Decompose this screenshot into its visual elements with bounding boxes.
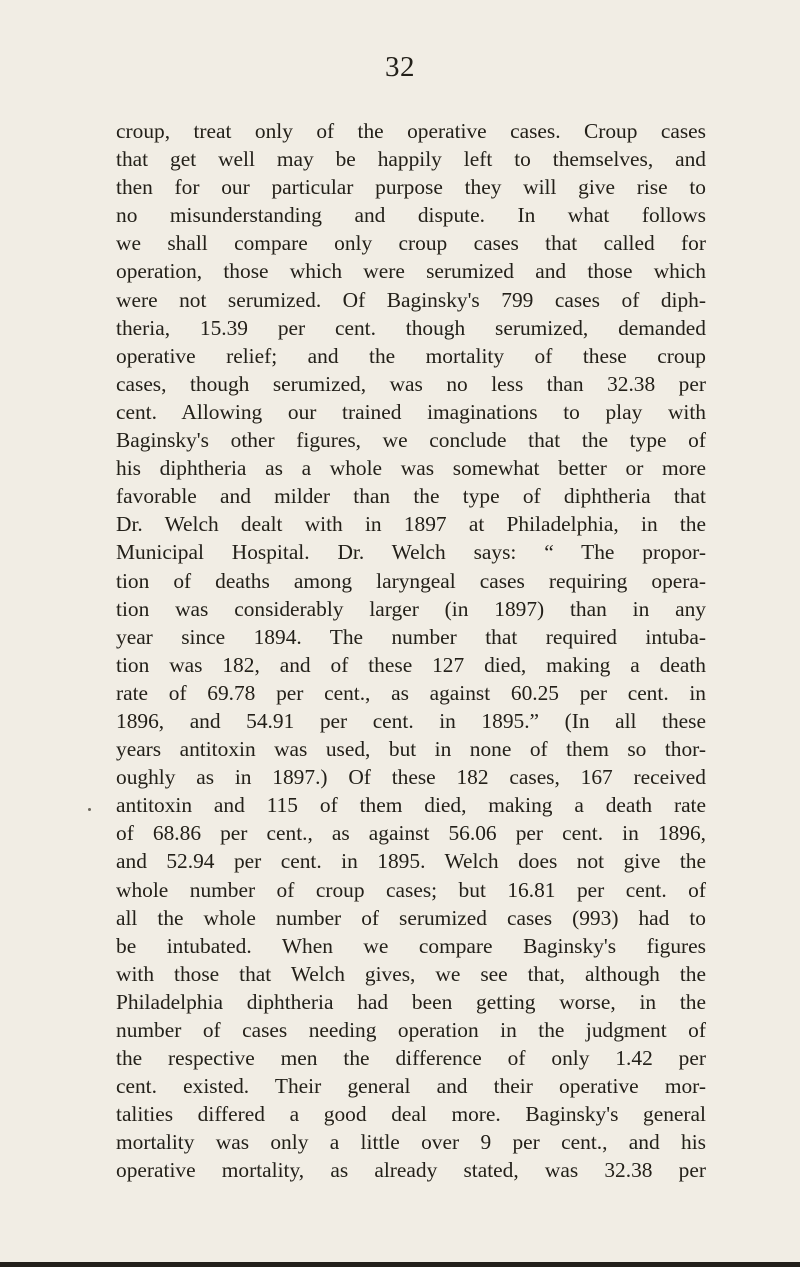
text-line: years antitoxin was used, but in none of them so thor-: [116, 737, 706, 762]
text-line: 1896, and 54.91 per cent. in 1895.” (In all these: [116, 708, 706, 733]
text-line: were not serumized. Of Baginsky's 799 cases of diph-: [116, 287, 706, 312]
text-line: Baginsky's other figures, we conclude that the type of: [116, 428, 706, 453]
text-line: with those that Welch gives, we see that, although the: [116, 961, 706, 986]
ink-speck: [88, 808, 91, 811]
text-line: cent. existed. Their general and their operative mor-: [116, 1074, 706, 1099]
text-line: his diphtheria as a whole was somewhat better or more: [116, 456, 706, 481]
page-number: 32: [385, 51, 415, 83]
text-line: mortality was only a little over 9 per cent., and his: [116, 1130, 706, 1155]
text-line: that get well may be happily left to themselves, and: [116, 147, 706, 172]
body-text: [116, 117, 706, 1185]
text-line: of 68.86 per cent., as against 56.06 per cent. in 1896,: [116, 821, 706, 846]
text-line: no misunderstanding and dispute. In what follows: [116, 203, 706, 228]
text-line: rate of 69.78 per cent., as against 60.25 per cent. in: [116, 680, 706, 705]
text-line: cent. Allowing our trained imaginations to play with: [116, 399, 706, 424]
text-line: tion was considerably larger (in 1897) than in any: [116, 596, 706, 621]
text-line: operation, those which were serumized and those which: [116, 259, 706, 284]
text-line: operative mortality, as already stated, was 32.38 per: [116, 1158, 706, 1183]
page-bottom-edge: [0, 1262, 800, 1267]
text-line: theria, 15.39 per cent. though serumized, demanded: [116, 315, 706, 340]
text-line: whole number of croup cases; but 16.81 per cent. of: [116, 877, 706, 902]
text-line: year since 1894. The number that required intuba-: [116, 624, 706, 649]
text-line: cases, though serumized, was no less than 32.38 per: [116, 371, 706, 396]
text-line: oughly as in 1897.) Of these 182 cases, 167 received: [116, 765, 706, 790]
text-line: be intubated. When we compare Baginsky's figures: [116, 933, 706, 958]
text-line: Municipal Hospital. Dr. Welch says: “ The propor-: [116, 540, 706, 565]
text-line: croup, treat only of the operative cases. Croup cases: [116, 119, 706, 143]
text-line: then for our particular purpose they will give rise to: [116, 175, 706, 200]
text-line: favorable and milder than the type of diphtheria that: [116, 484, 706, 509]
text-line: we shall compare only croup cases that called for: [116, 231, 706, 256]
text-line: number of cases needing operation in the judgment of: [116, 1018, 706, 1042]
text-line: the respective men the difference of only 1.42 per: [116, 1046, 706, 1071]
text-line: operative relief; and the mortality of these croup: [116, 343, 706, 368]
text-line: antitoxin and 115 of them died, making a death rate: [116, 793, 706, 818]
text-line: tion was 182, and of these 127 died, making a death: [116, 652, 706, 677]
text-line: Philadelphia diphtheria had been getting worse, in the: [116, 989, 706, 1014]
text-line: talities differed a good deal more. Baginsky's general: [116, 1102, 706, 1127]
text-line: all the whole number of serumized cases (993) had to: [116, 905, 706, 930]
text-line: tion of deaths among laryngeal cases requiring opera-: [116, 568, 706, 593]
text-line: and 52.94 per cent. in 1895. Welch does not give the: [116, 849, 706, 874]
text-line: Dr. Welch dealt with in 1897 at Philadelphia, in the: [116, 512, 706, 537]
